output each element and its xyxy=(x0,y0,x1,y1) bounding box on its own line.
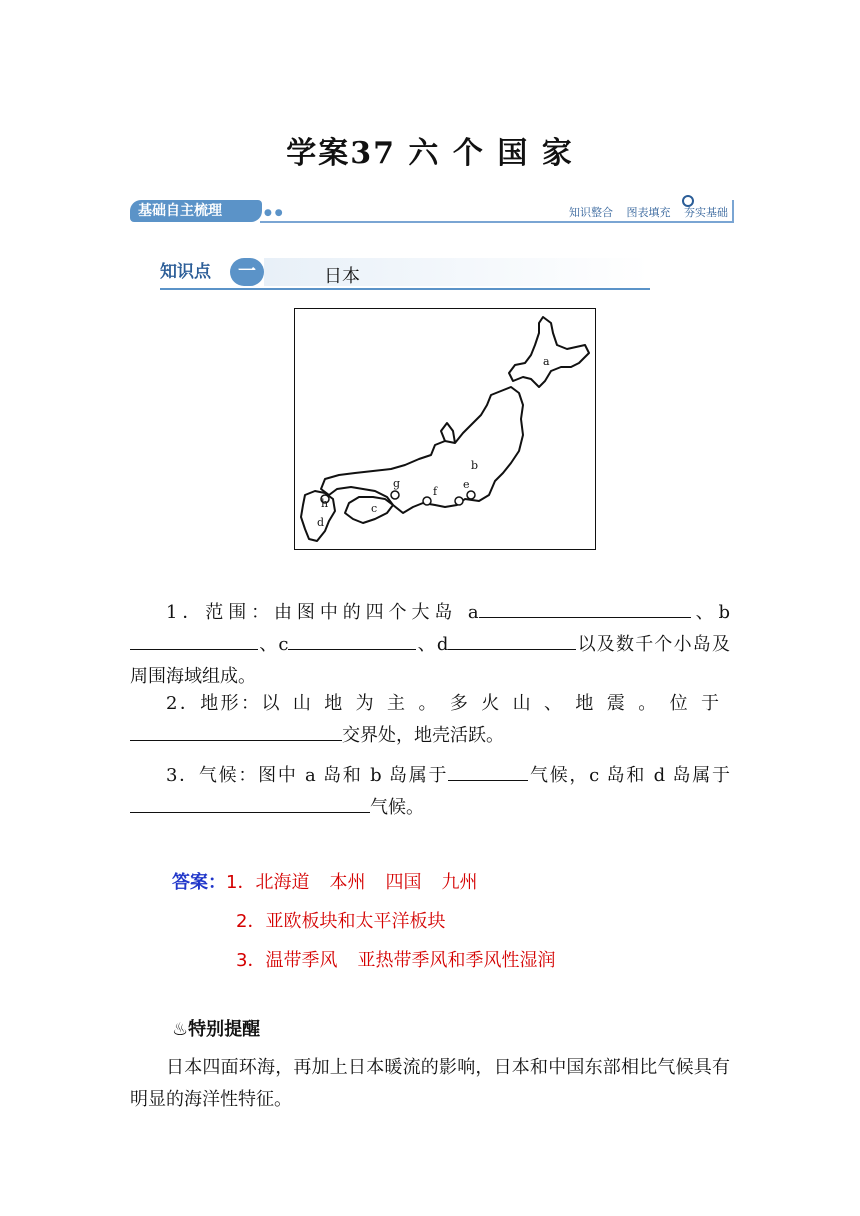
tip-text: 日本四面环海，再加上日本暖流的影响，日本和中国东部相比气候具有明显的海洋性特征。 xyxy=(130,1057,730,1110)
map-label-a: a xyxy=(543,355,550,368)
question-text: 以及数千个小岛及周围海域组成。 xyxy=(130,634,730,687)
hokkaido-outline xyxy=(509,317,589,387)
answer-row-2 xyxy=(172,902,555,941)
answer-row-3 xyxy=(172,941,555,980)
knowledge-point-topic: 日本 xyxy=(324,266,360,287)
map-label-c: c xyxy=(371,502,378,515)
honshu-outline xyxy=(321,387,523,513)
answer-blank[interactable] xyxy=(448,762,528,781)
question-heading: 地形： xyxy=(200,693,262,714)
banner-end-bar xyxy=(732,200,734,222)
question-text: 交界处，地壳活跃。 xyxy=(342,725,504,746)
hot-springs-icon: ♨ xyxy=(172,1019,189,1040)
answer-text: 四国 xyxy=(385,872,422,893)
knowledge-point-number: 一 xyxy=(230,258,264,286)
question-text: b xyxy=(718,602,731,623)
answer-blank[interactable] xyxy=(130,631,258,650)
knowledge-point-underline xyxy=(160,288,650,290)
question-1 xyxy=(130,597,730,693)
map-label-g: g xyxy=(393,477,401,490)
map-label-b: b xyxy=(471,459,479,472)
answer-blank[interactable] xyxy=(288,631,416,650)
knowledge-point-header xyxy=(160,258,650,290)
city-marker xyxy=(391,491,399,499)
answer-text: 温带季风 xyxy=(265,950,338,971)
decorative-dots-icon: ● ● xyxy=(264,208,283,218)
question-text: 气候，c 岛和 d 岛属于 xyxy=(528,765,730,786)
question-3 xyxy=(130,760,730,824)
answer-blank[interactable] xyxy=(479,599,691,618)
question-text: 以山地为主。多火山、地震。位于 xyxy=(261,693,731,714)
answer-text: 北海道 xyxy=(255,872,310,893)
question-text: 、 xyxy=(690,602,719,623)
answer-number: 1． xyxy=(226,872,256,893)
banner-links: 知识整合 图表填充 夯实基础 xyxy=(569,206,728,219)
city-marker xyxy=(423,497,431,505)
answer-text: 亚热带季风和季风性湿润 xyxy=(357,950,556,971)
question-2 xyxy=(130,688,730,752)
knowledge-point-label: 知识点 xyxy=(160,262,211,282)
question-heading: 气候： xyxy=(198,765,259,786)
tip-title: 特别提醒 xyxy=(188,1019,261,1040)
question-text: 、c xyxy=(258,634,289,655)
map-label-d: d xyxy=(317,516,325,529)
question-text: 图中 a 岛和 b 岛属于 xyxy=(258,765,449,786)
question-number: 3． xyxy=(166,765,199,786)
question-text: 气候。 xyxy=(370,797,424,818)
shikoku-outline xyxy=(345,497,393,523)
answer-block xyxy=(172,863,555,980)
japan-map-svg xyxy=(295,309,595,549)
noto-peninsula xyxy=(441,423,455,443)
answer-text: 本州 xyxy=(329,872,366,893)
answer-row-1 xyxy=(172,863,555,902)
answer-text: 2．亚欧板块和太平洋板块 xyxy=(236,911,446,932)
banner-divider xyxy=(260,221,734,223)
question-number: 2． xyxy=(166,693,201,714)
knowledge-point-shade xyxy=(264,258,650,286)
answer-label: 答案： xyxy=(172,872,226,893)
map-label-h: h xyxy=(321,497,329,510)
city-marker xyxy=(455,497,463,505)
city-marker xyxy=(467,491,475,499)
question-text: 、d xyxy=(416,634,449,655)
question-heading: 范围： xyxy=(205,602,275,623)
japan-map xyxy=(294,308,596,550)
page-title: 学案37 六 个 国 家 xyxy=(286,136,574,171)
question-text: 由图中的四个大岛 a xyxy=(274,602,479,623)
answer-blank[interactable] xyxy=(130,794,370,813)
answer-blank[interactable] xyxy=(448,631,576,650)
map-label-f: f xyxy=(433,485,438,498)
section-banner xyxy=(130,196,734,226)
answer-blank[interactable] xyxy=(130,722,342,741)
answer-text: 九州 xyxy=(441,872,478,893)
tip-heading xyxy=(172,1015,260,1041)
answer-number: 3． xyxy=(236,950,266,971)
question-number: 1． xyxy=(166,602,206,623)
map-label-e: e xyxy=(463,478,470,491)
section-banner-label: 基础自主梳理 xyxy=(130,200,262,222)
